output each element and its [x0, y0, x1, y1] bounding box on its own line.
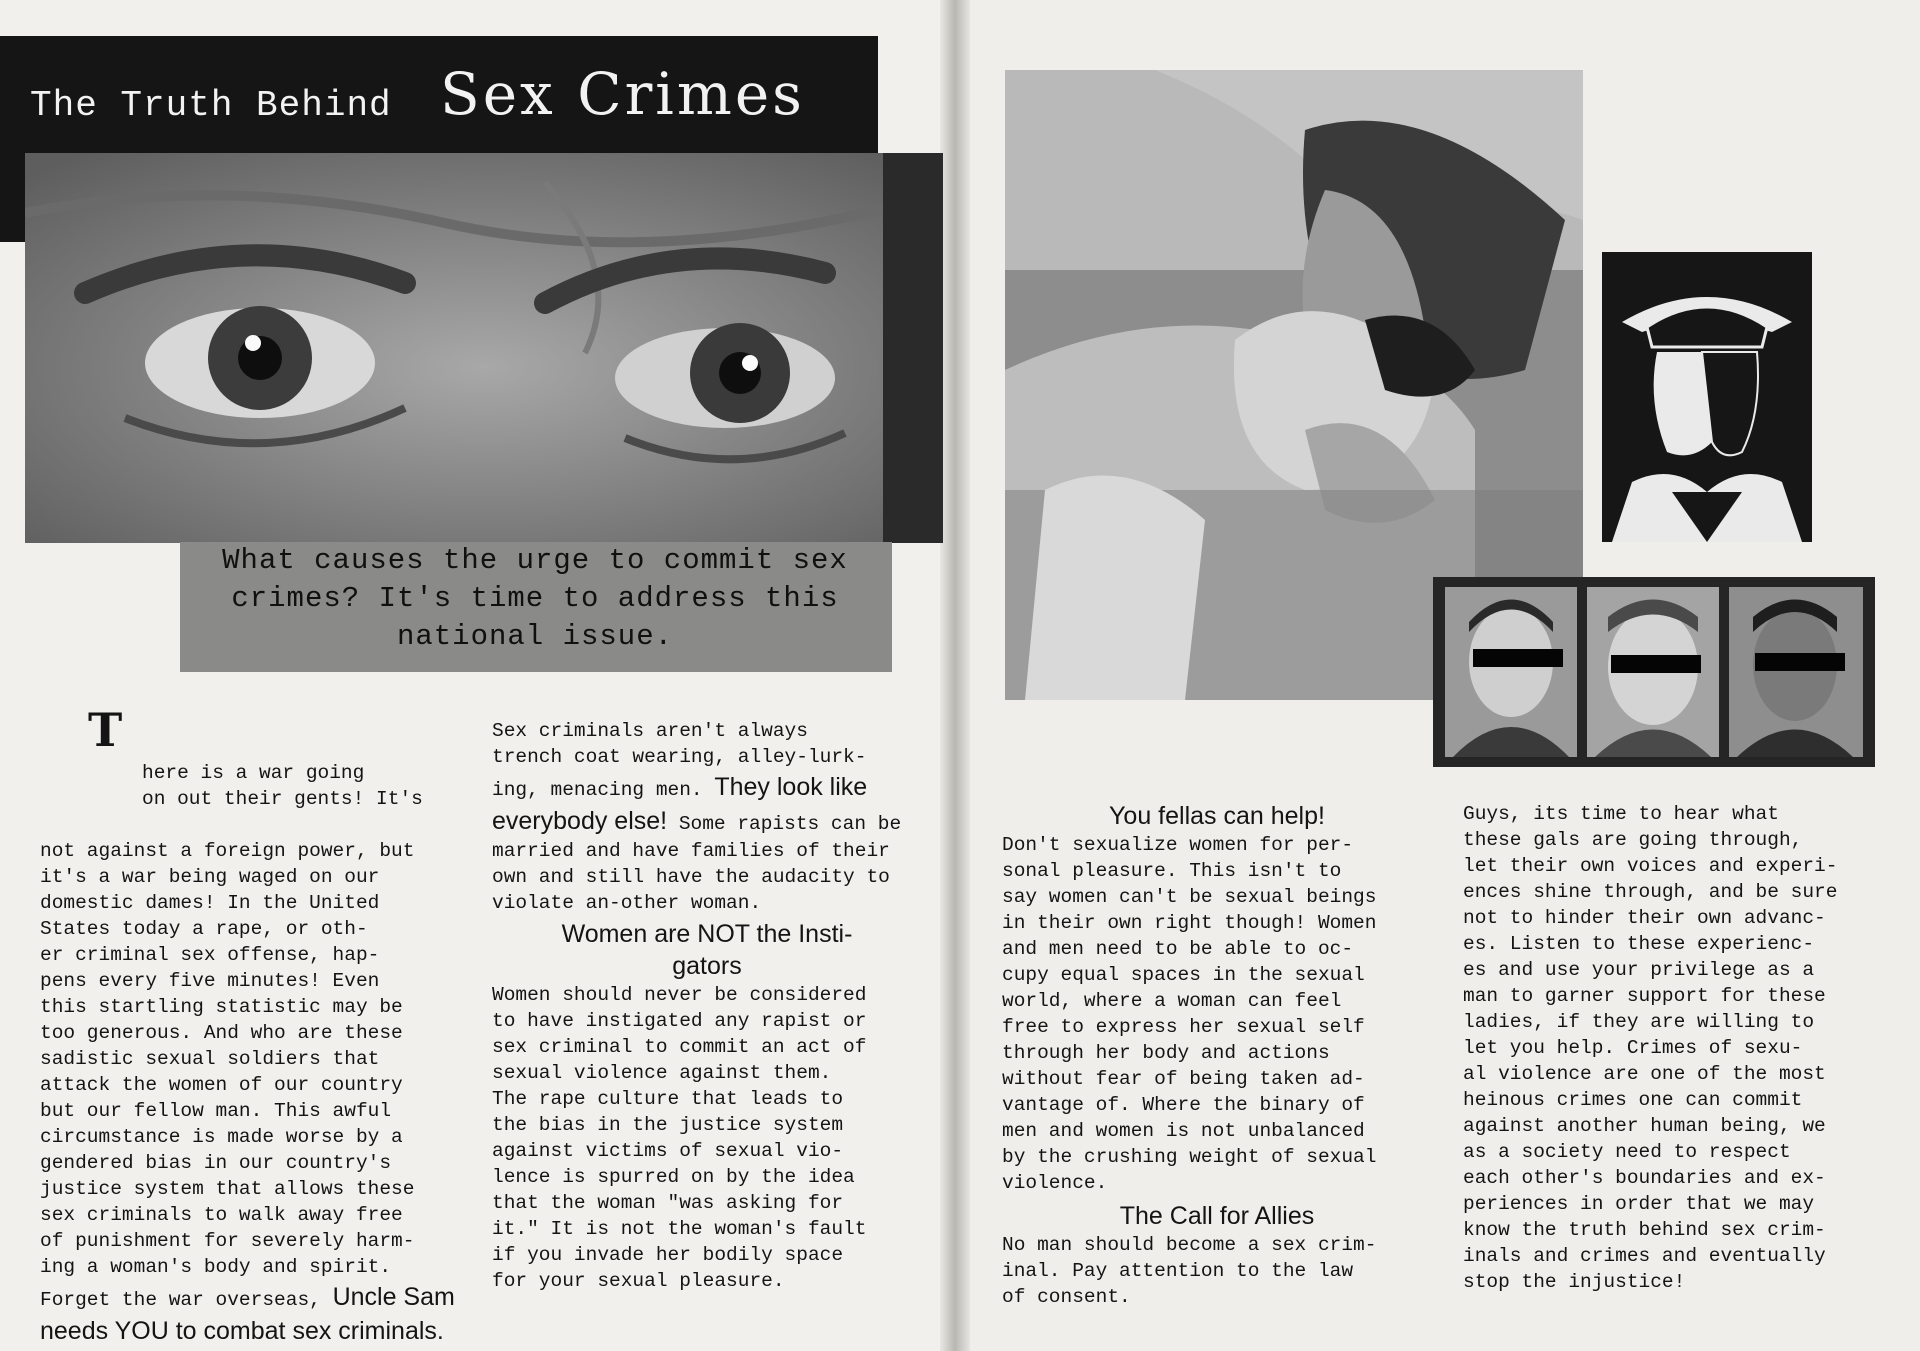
- right-column1-body2: No man should become a sex crim- inal. Pay attention to the law of consent.: [1002, 1234, 1377, 1308]
- right-column-2: [1463, 801, 1903, 1295]
- closing-lead: Forget the war overseas,: [40, 1289, 321, 1311]
- column2-emphasis: They look like everybody else!: [492, 773, 868, 835]
- title-emphasis: Sex Crimes: [440, 60, 805, 128]
- column2-para1-start: Sex criminals aren't always trench coat wearing, alley-lurk- ing, menacing men.: [492, 720, 867, 801]
- fedora-illustration: [1602, 252, 1812, 542]
- column1-body: not against a foreign power, but it's a war being waged on our domestic dames! In the United States today a rape, or oth- er criminal sex offense, hap- pens every five minutes! Even this startling statistic may be too generous. And who are these sadistic sexual soldiers that attack the women of our country but our fellow man. This awful circumstance is made worse by a gendered bias in our country's justice system that allows these sex criminals to walk away free of punishment for severely harm- ing a woman's body and spirit.: [40, 840, 415, 1278]
- heading-call-for-allies: The Call for Allies: [1119, 1202, 1315, 1230]
- heading-you-fellas: You fellas can help!: [1109, 802, 1325, 830]
- drop-cap: T: [88, 703, 123, 757]
- eyes-photo: [25, 153, 943, 543]
- right-column2-body: Guys, its time to hear what these gals are going through, let their own voices and experi- ences shine through, and be sure not to hinder their own advanc- es. Listen to these experienc- es and use your privilege as a man to garner support for these ladies, if they are willing to let you help. Crimes of sexu- al violence are one of the most heinous crimes one can commit against another human being, we as a society need to respect each other's boundaries and ex- periences in order that we may know the truth behind sex crim- inals and crimes and eventually stop the injustice!: [1463, 803, 1838, 1293]
- column2-para1-rest: Some rapists can be married and have families of their own and still have the audacity to violate an-other woman.: [492, 813, 902, 914]
- intro-text: here is a war going on out their gents! It's: [142, 762, 423, 810]
- right-column1-body: Don't sexualize women for per- sonal pleasure. This isn't to say women can't be sexual beings in their own right though! Women and men need to be able to oc- cupy equal spaces in the sexual world, where a woman can feel free to express her sexual self through her body and actions without fear of being taken ad- vantage of. Where the binary of men and women is not unbalanced by the crushing weight of sexual violence.: [1002, 834, 1377, 1194]
- title-prefix: The Truth Behind: [30, 85, 392, 126]
- right-column-1: [1002, 800, 1432, 1310]
- mugshot-strip: [1433, 577, 1875, 767]
- column2-para2: Women should never be considered to have instigated any rapist or sex criminal to commit an act of sexual violence against them. The rape culture that leads to the bias in the justice system against victims of sexual vio- lence is spurred on by the idea that the woman "was asking for it." It is not the woman's fault if you invade her bodily space for your sexual pleasure.: [492, 984, 867, 1292]
- page-gutter: [940, 0, 970, 1351]
- closing-emphasis: Uncle Sam needs YOU to combat sex criminals.: [40, 1283, 455, 1345]
- subheading: What causes the urge to commit sex crimes? It's time to address this national issue.: [222, 544, 848, 653]
- section-heading-instigators: Women are NOT the Insti- gators: [561, 920, 853, 980]
- left-column-2: [492, 718, 922, 1294]
- left-column-1: [40, 703, 470, 1348]
